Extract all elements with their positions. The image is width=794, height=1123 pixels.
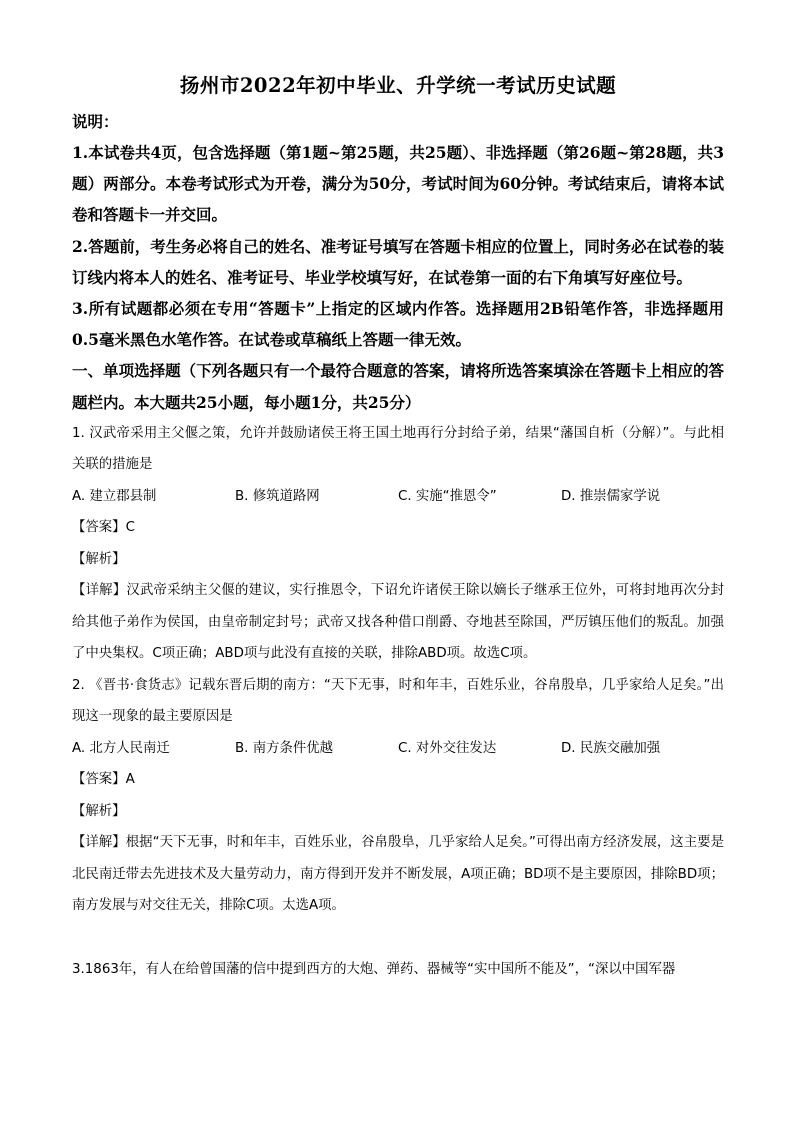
notes-heading: 说明：: [72, 112, 119, 131]
option-c: C. 对外交往发达: [398, 740, 497, 756]
answer-label: 【答案】: [72, 772, 126, 788]
note-3: 3.所有试题都必须在专用“答题卡”上指定的区域内作答。选择题用2B铅笔作答，非选择题用0.5毫米黑色水笔作答。在试卷或草稿纸上答题一律无效。: [72, 299, 724, 350]
note-2: 2.答题前，考生务必将自己的姓名、准考证号填写在答题卡相应的位置上，同时务必在试卷的装订线内将本人的姓名、准考证号、毕业学校填写好，在试卷第一面的右下角填写好座位号。: [72, 236, 724, 287]
option-c: C. 实施“推恩令”: [398, 488, 497, 504]
question-3-stem: 3.1863年，有人在给曾国藩的信中提到西方的大炮、弹药、器械等“实中国所不能及”，“深以中国军器: [72, 961, 676, 977]
detail-text: 根据“天下无事，时和年丰，百姓乐业，谷帛殷阜，几乎家给人足矣。”可得出南方经济发展，这主要是北民南迁带去先进技术及大量劳动力，南方得到开发并不断发展，A项正确；BD项不是主要原因，排除BD项；南方发展与对交往无关，排除C项。太选A项。: [72, 835, 725, 914]
question-1-options: [72, 481, 724, 513]
spacer: [72, 922, 724, 954]
option-b: B. 南方条件优越: [235, 740, 334, 756]
document-page: [72, 70, 724, 985]
question-1-detail: [72, 575, 724, 670]
detail-text: 汉武帝采纳主父偃的建议，实行推恩令，下诏允许诸侯王除以嫡长子继承王位外，可将封地再次分封给其他子弟作为侯国，由皇帝制定封号；武帝又找各种借口削爵、夺地甚至除国，严厉镇压他们的叛乱。加强了中央集权。C项正确；ABD项与此没有直接的关联，排除ABD项。故选C项。: [72, 583, 725, 662]
answer-value: C: [125, 520, 135, 536]
question-1-analysis-label: 【解析】: [72, 551, 126, 567]
question-1-answer: [72, 512, 724, 544]
question-1-stem: 1. 汉武帝采用主父偃之策，允许并鼓励诸侯王将王国土地再行分封给子弟，结果“藩国自析（分解）”。与此相关联的措施是: [72, 425, 724, 473]
note-1: 1.本试卷共4页，包含选择题（第1题~第25题，共25题）、非选择题（第26题~第28题，共3题）两部分。本卷考试形式为开卷，满分为50分，考试时间为60分钟。考试结束后，请将本试卷和答题卡一并交回。: [72, 143, 724, 225]
question-2-answer: [72, 764, 724, 796]
exam-title: 扬州市2022年初中毕业、升学统一考试历史试题: [179, 74, 617, 97]
option-a: A. 建立郡县制: [72, 488, 157, 504]
question-2-options: [72, 733, 724, 765]
option-d: D. 民族交融加强: [561, 740, 661, 756]
answer-value: A: [125, 772, 135, 788]
question-2-stem: 2. 《晋书·食货志》记载东晋后期的南方：“天下无事，时和年丰，百姓乐业，谷帛殷阜，几乎家给人足矣。”出现这一现象的最主要原因是: [72, 677, 724, 725]
option-b: B. 修筑道路网: [235, 488, 320, 504]
answer-label: 【答案】: [72, 520, 126, 536]
detail-label: 【详解】: [72, 835, 126, 851]
option-a: A. 北方人民南迁: [72, 740, 170, 756]
detail-label: 【详解】: [72, 583, 127, 599]
question-2-detail: [72, 827, 724, 922]
question-2-analysis-label: 【解析】: [72, 803, 126, 819]
section-heading: 一、单项选择题（下列各题只有一个最符合题意的答案，请将所选答案填涂在答题卡上相应的答题栏内。本大题共25小题，每小题1分，共25分）: [72, 361, 724, 412]
option-d: D. 推崇儒家学说: [561, 488, 661, 504]
